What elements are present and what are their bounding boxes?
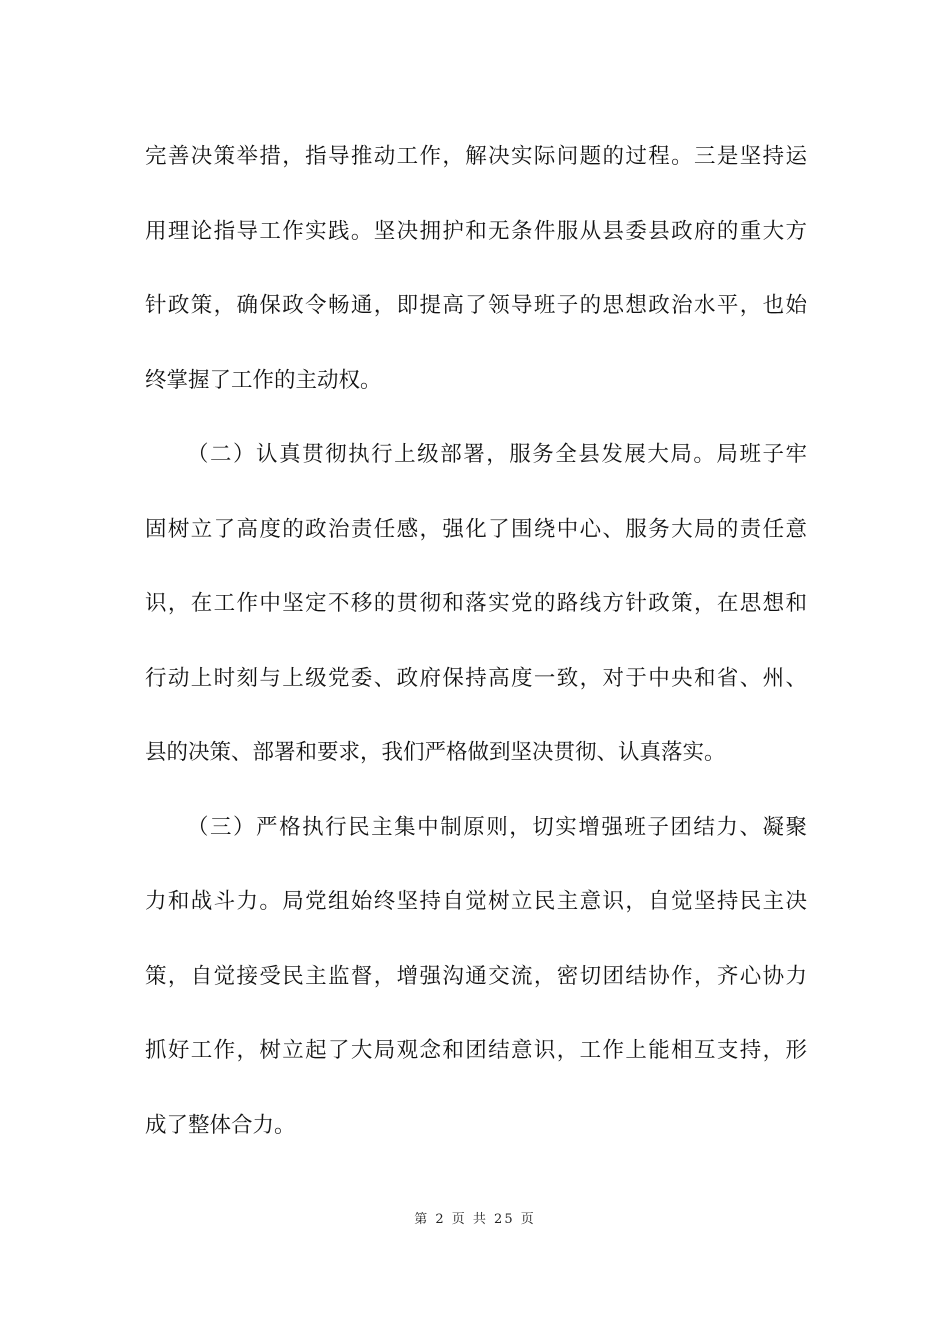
text-line: 策，自觉接受民主监督，增强沟通交流，密切团结协作，齐心协力 bbox=[145, 963, 807, 989]
paragraph-start-line: （二）认真贯彻执行上级部署，服务全县发展大局。局班子牢 bbox=[187, 442, 807, 467]
text-line: 完善决策举措，指导推动工作，解决实际问题的过程。三是坚持运 bbox=[145, 144, 807, 169]
text-line: 终掌握了工作的主动权。 bbox=[145, 367, 382, 393]
text-line: 县的决策、部署和要求，我们严格做到坚决贯彻、认真落实。 bbox=[145, 740, 726, 765]
text-line: 力和战斗力。局党组始终坚持自觉树立民主意识，自觉坚持民主决 bbox=[145, 889, 807, 914]
text-line: 针政策，确保政令畅通，即提高了领导班子的思想政治水平，也始 bbox=[145, 293, 807, 318]
text-line: 成了整体合力。 bbox=[145, 1112, 296, 1138]
body-text bbox=[145, 125, 807, 1168]
paragraph-start-line: （三）严格执行民主集中制原则，切实增强班子团结力、凝聚 bbox=[187, 814, 807, 840]
text-line: 识，在工作中坚定不移的贯彻和落实党的路线方针政策，在思想和 bbox=[145, 591, 807, 616]
text-line: 用理论指导工作实践。坚决拥护和无条件服从县委县政府的重大方 bbox=[145, 218, 807, 244]
text-line: 抓好工作，树立起了大局观念和团结意识，工作上能相互支持，形 bbox=[145, 1038, 807, 1063]
text-line: 固树立了高度的政治责任感，强化了围绕中心、服务大局的责任意 bbox=[145, 516, 807, 542]
page-number-footer: 第 2 页 共 25 页 bbox=[414, 1212, 536, 1227]
text-line: 行动上时刻与上级党委、政府保持高度一致，对于中央和省、州、 bbox=[145, 665, 807, 691]
